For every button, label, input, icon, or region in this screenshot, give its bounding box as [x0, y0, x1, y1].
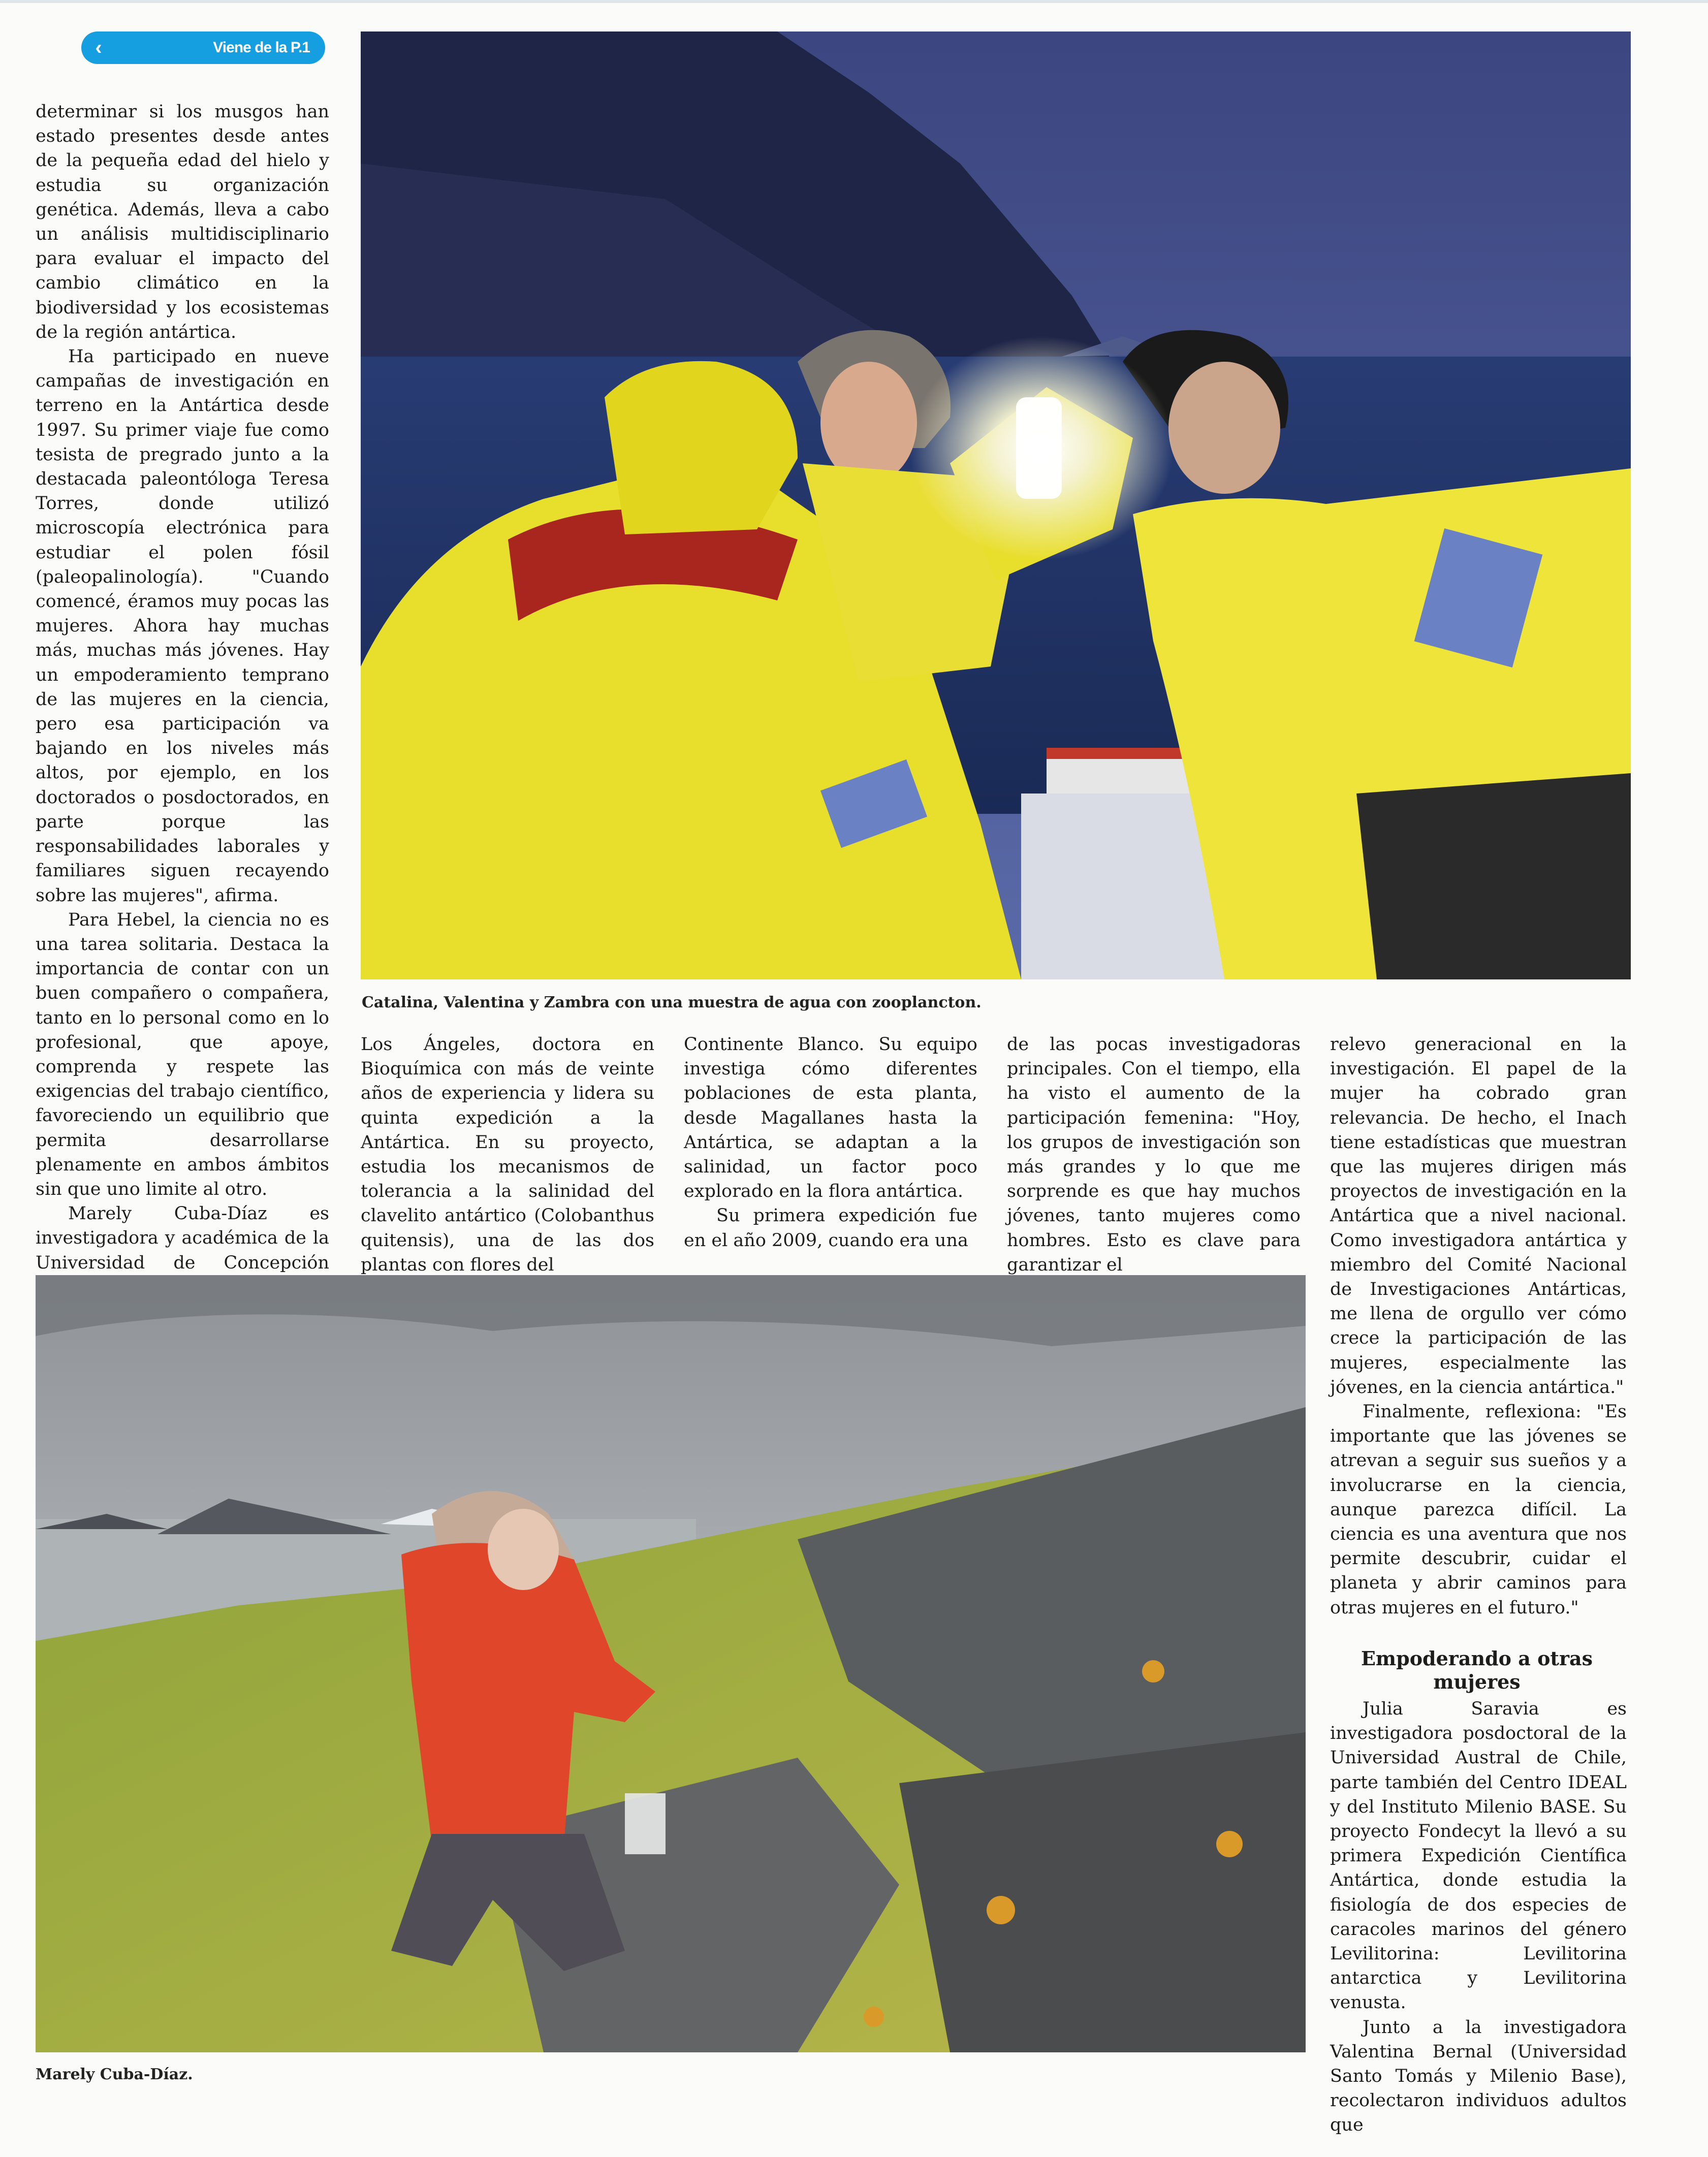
paragraph: Julia Saravia es investigadora posdoctoral de la Universidad Austral de Chile, parte también del Centro IDEAL y del Instituto Milenio BASE. Su proyecto Fondecyt la llevó a su primera Expedición Científica Antártica, donde estudia la fisiología de dos especies de caracoles marinos del género Levilitorina: Levilitorina antarctica y Levilitorina venusta.	[1330, 1699, 1627, 2013]
paragraph: Para Hebel, la ciencia no es una tarea solitaria. Destaca la importancia de contar con un buen compañero o compañera, tanto en lo personal como en lo profesional, que apoye, comprenda y respete las exigencias del trabajo científico, favoreciendo un equilibrio que permita desarrollarse plenamente en ambos ámbitos sin que uno limite al otro.	[36, 909, 329, 1199]
chevron-left-icon[interactable]: ‹	[85, 35, 112, 61]
paragraph: Ha participado en nueve campañas de investigación en terreno en la Antártica desde 1997. Su primer viaje fue como tesista de pregrado junto a la destacada paleontóloga Teresa Torres, donde utilizó microscopía electrónica para estudiar el polen fósil (paleopalinología). "Cuando comencé, éramos muy pocas las mujeres. Ahora hay muchas más, muchas más jóvenes. Hay un empoderamiento temprano de las mujeres en la ciencia, pero esa participación va bajando en los niveles más altos, por ejemplo, en los doctorados o posdoctorados, en parte porque las responsabilidades laborales y familiares siguen recayendo sobre las mujeres", afirma.	[36, 346, 329, 906]
continued-label: Viene de la P.1	[213, 39, 310, 56]
paragraph: Junto a la investigadora Valentina Bernal (Universidad Santo Tomás y Milenio Base), recolectaron individuos adultos que	[1330, 2017, 1627, 2136]
paragraph: relevo generacional en la investigación. El papel de la mujer ha cobrado gran relevancia. De hecho, el Inach tiene estadísticas que muestran que las mujeres dirigen más proyectos de investigación en la Antártica que a nivel nacional. Como investigadora antártica y miembro del Comité Nacional de Investigaciones Antárticas, me llena de orgullo ver cómo crece la participación de las mujeres, especialmente las jóvenes, en la ciencia antártica."	[1330, 1034, 1627, 1398]
paragraph: Marely Cuba-Díaz es investigadora y académica de la Universidad de Concepción	[36, 1203, 329, 1273]
caption-top-photo: Catalina, Valentina y Zambra con una muestra de agua con zooplancton.	[362, 994, 982, 1011]
caption-bottom-photo: Marely Cuba-Díaz.	[36, 2066, 193, 2083]
subheading: Empoderando a otras mujeres	[1361, 1647, 1593, 1693]
photo-researchers-boat	[361, 31, 1631, 979]
text-column-5-bottom	[1330, 1697, 1627, 2139]
text-column-4	[1007, 1032, 1301, 1275]
paragraph: determinar si los musgos han estado presentes desde antes de la pequeña edad del hielo y estudia su organización genética. Además, lleva a cabo un análisis multidisciplinario para evaluar el impacto del cambio climático en la biodiversidad y los ecosistemas de la región antártica.	[36, 102, 329, 342]
text-column-1	[36, 100, 329, 1273]
paragraph: Finalmente, reflexiona: "Es importante que las jóvenes se atrevan a seguir sus sueños y a involucrarse en la ciencia, aunque parezca difícil. La ciencia es una aventura que nos permite descubrir, cuidar el planeta y abrir caminos para otras mujeres en el futuro."	[1330, 1402, 1627, 1618]
continued-from-page-link[interactable]	[81, 31, 325, 64]
paragraph: Los Ángeles, doctora en Bioquímica con más de veinte años de experiencia y lidera su quinta expedición a la Antártica. En su proyecto, estudia los mecanismos de tolerancia a la salinidad del clavelito antártico (Colobanthus quitensis), una de las dos plantas con flores del	[361, 1034, 654, 1275]
top-rule	[0, 0, 1708, 3]
paragraph: Continente Blanco. Su equipo investiga cómo diferentes poblaciones de esta planta, desde Magallanes hasta la Antártica, se adaptan a la salinidad, un factor poco explorado en la flora antártica.	[684, 1034, 977, 1202]
text-column-5-top	[1330, 1032, 1627, 1632]
photo-researcher-moss	[36, 1275, 1306, 2052]
paragraph: de las pocas investigadoras principales. Con el tiempo, ella ha visto el aumento de la participación femenina: "Hoy, los grupos de investigación son más grandes y lo que me sorprende es que hay muchos jóvenes, tanto mujeres como hombres. Esto es clave para garantizar el	[1007, 1034, 1301, 1275]
paragraph: Su primera expedición fue en el año 2009, cuando era una	[684, 1206, 977, 1251]
text-column-3	[684, 1032, 977, 1261]
text-column-2	[361, 1032, 654, 1275]
